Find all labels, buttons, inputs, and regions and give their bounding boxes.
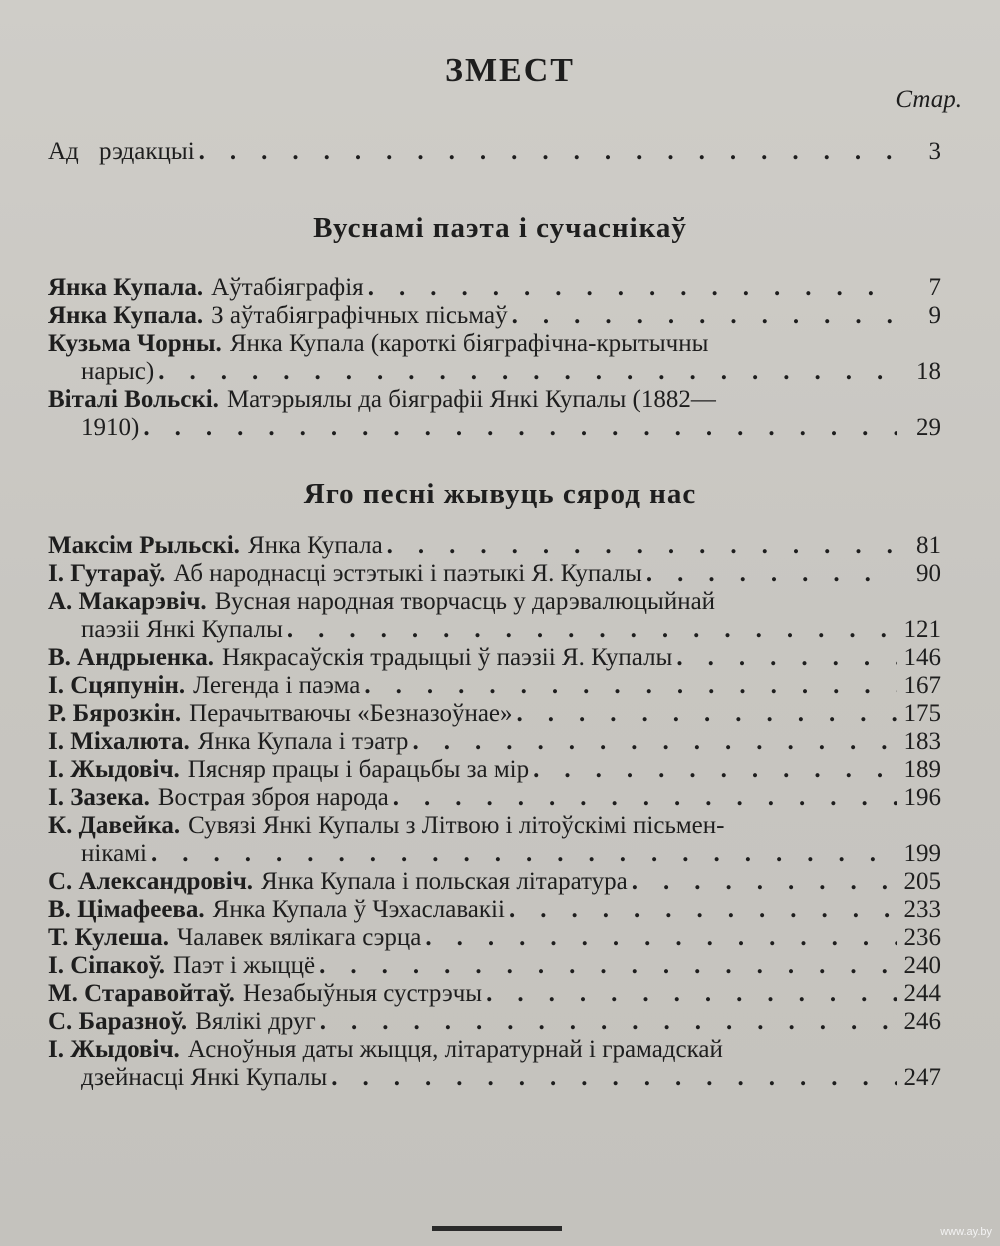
page-number: 244 xyxy=(903,980,941,1007)
dot-leader xyxy=(632,868,897,896)
page-number: 247 xyxy=(903,1064,941,1091)
page-number: 90 xyxy=(916,560,941,587)
entry-title: Паэт і жыццё xyxy=(172,952,316,979)
entry-author: Віталі Вольскі. xyxy=(48,386,219,413)
entry-author: С. Баразноў. xyxy=(48,1008,188,1035)
page-number: 9 xyxy=(928,302,941,329)
section-heading: Вуснамі паэта і сучаснікаў xyxy=(313,212,687,244)
toc-entry xyxy=(48,274,941,302)
entry-author: Янка Купала. xyxy=(48,274,204,301)
entry-title: Чалавек вялікага сэрца xyxy=(177,924,422,951)
toc-entry xyxy=(48,386,941,442)
page-number: 29 xyxy=(916,414,941,441)
entry-title: Незабыўныя сустрэчы xyxy=(242,980,483,1007)
toc-entry xyxy=(48,980,941,1008)
page-number: 7 xyxy=(928,274,941,301)
toc-entry xyxy=(48,560,941,588)
dot-leader xyxy=(509,896,897,924)
dot-leader xyxy=(331,1064,897,1092)
page-column-label: Стар. xyxy=(895,86,962,113)
entry-author: І. Жыдовіч. xyxy=(48,1036,180,1063)
dot-leader xyxy=(151,840,897,868)
entry-author: К. Давейка. xyxy=(48,812,181,839)
page-number: 175 xyxy=(903,700,941,727)
entry-title: Матэрыялы да біяграфіі Янкі Купалы (1882— xyxy=(226,386,716,413)
entry-title: Вострая зброя народа xyxy=(157,784,389,811)
toc-entry xyxy=(48,1036,941,1092)
dot-leader xyxy=(287,616,897,644)
dot-leader xyxy=(364,672,897,700)
entry-title: Някрасаўскія традыцыі ў паэзіі Я. Купалы xyxy=(221,644,673,671)
entry-author: І. Зазека. xyxy=(48,784,150,811)
dot-leader xyxy=(646,560,897,588)
entry-author: Р. Бярозкін. xyxy=(48,700,182,727)
entry-title: паэзіі Янкі Купалы xyxy=(81,616,283,643)
entry-author: Янка Купала. xyxy=(48,302,204,329)
footer-rule xyxy=(432,1226,562,1231)
watermark: www.ay.by xyxy=(940,1226,992,1238)
entry-title: Янка Купала (кароткі біяграфічна-крытычны xyxy=(229,330,709,357)
toc-entry xyxy=(48,896,941,924)
page-number: 240 xyxy=(903,952,941,979)
toc-entry xyxy=(48,1008,941,1036)
entry-title: Янка Купала xyxy=(247,532,383,559)
page-number: 196 xyxy=(903,784,941,811)
toc-entry xyxy=(48,812,941,868)
entry-title: Легенда і паэма xyxy=(193,672,361,699)
dot-leader xyxy=(517,700,897,728)
preface-entry xyxy=(48,138,941,166)
page-number: 146 xyxy=(903,644,941,671)
entry-title: нікамі xyxy=(81,840,147,867)
toc-entry xyxy=(48,756,941,784)
section-heading: Яго песні жывуць сярод нас xyxy=(303,478,697,510)
entry-title: Янка Купала і польская літаратура xyxy=(261,868,628,895)
toc-entry xyxy=(48,588,941,644)
page-number: 121 xyxy=(903,616,941,643)
toc-entry xyxy=(48,330,941,386)
dot-leader xyxy=(199,138,897,166)
entry-author: І. Сцяпунін. xyxy=(48,672,186,699)
dot-leader xyxy=(512,302,897,330)
page-number: 18 xyxy=(916,358,941,385)
entry-author: Кузьма Чорны. xyxy=(48,330,222,357)
dot-leader xyxy=(412,728,897,756)
entry-title: Пясняр працы і барацьбы за мір xyxy=(187,756,530,783)
toc-entry xyxy=(48,924,941,952)
toc-entry xyxy=(48,302,941,330)
dot-leader xyxy=(368,274,897,302)
toc-entry xyxy=(48,700,941,728)
entry-title: Янка Купала і тэатр xyxy=(197,728,409,755)
entry-author: М. Старавойтаў. xyxy=(48,980,235,1007)
dot-leader xyxy=(676,644,897,672)
page-number: 236 xyxy=(903,924,941,951)
entry-title: Сувязі Янкі Купалы з Літвою і літоўскімі пісьмен- xyxy=(188,812,725,839)
entry-author: Максім Рыльскі. xyxy=(48,532,240,559)
entry-author: І. Жыдовіч. xyxy=(48,756,180,783)
dot-leader xyxy=(143,414,897,442)
dot-leader xyxy=(486,980,897,1008)
entry-title: Асноўныя даты жыцця, літаратурнай і грамадскай xyxy=(187,1036,723,1063)
page-number: 183 xyxy=(903,728,941,755)
entry-title: Аб народнасці эстэтыкі і паэтыкі Я. Купалы xyxy=(173,560,642,587)
page-number: 199 xyxy=(903,840,941,867)
dot-leader xyxy=(425,924,897,952)
page-number: 233 xyxy=(903,896,941,923)
page-number: 3 xyxy=(928,138,941,165)
dot-leader xyxy=(158,358,897,386)
dot-leader xyxy=(533,756,897,784)
page-number: 246 xyxy=(903,1008,941,1035)
page-number: 189 xyxy=(903,756,941,783)
entry-title: Перачытваючы «Безназоўнае» xyxy=(189,700,513,727)
entry-author: І. Сіпакоў. xyxy=(48,952,165,979)
dot-leader xyxy=(319,952,897,980)
toc-entry xyxy=(48,728,941,756)
toc-entry xyxy=(48,868,941,896)
entry-text: Ад рэдакцыі xyxy=(48,138,195,165)
entry-title: Янка Купала ў Чэхаславакіі xyxy=(212,896,505,923)
toc-entry xyxy=(48,784,941,812)
entry-title: Аўтабіяграфія xyxy=(211,274,364,301)
entry-title: Вусная народная творчасць у дарэвалюцыйнай xyxy=(214,588,716,615)
entry-title: 1910) xyxy=(81,414,140,441)
page-number: 205 xyxy=(903,868,941,895)
page-title: ЗМЕСТ xyxy=(445,52,575,89)
dot-leader xyxy=(387,532,897,560)
entry-title: Вялікі друг xyxy=(195,1008,316,1035)
entry-author: А. Макарэвіч. xyxy=(48,588,207,615)
page-number: 167 xyxy=(903,672,941,699)
page-number: 81 xyxy=(916,532,941,559)
dot-leader xyxy=(393,784,897,812)
entry-title: З аўтабіяграфічных пісьмаў xyxy=(211,302,508,329)
entry-author: Т. Кулеша. xyxy=(48,924,170,951)
entry-author: І. Гутараў. xyxy=(48,560,166,587)
entry-author: І. Міхалюта. xyxy=(48,728,190,755)
entry-author: В. Цімафеева. xyxy=(48,896,205,923)
toc-entry xyxy=(48,952,941,980)
toc-entry xyxy=(48,672,941,700)
dot-leader xyxy=(320,1008,897,1036)
entry-author: С. Александровіч. xyxy=(48,868,254,895)
entry-title: нарыс) xyxy=(81,358,155,385)
toc-entry xyxy=(48,532,941,560)
entry-author: В. Андрыенка. xyxy=(48,644,214,671)
toc-entry xyxy=(48,644,941,672)
entry-title: дзейнасці Янкі Купалы xyxy=(81,1064,328,1091)
